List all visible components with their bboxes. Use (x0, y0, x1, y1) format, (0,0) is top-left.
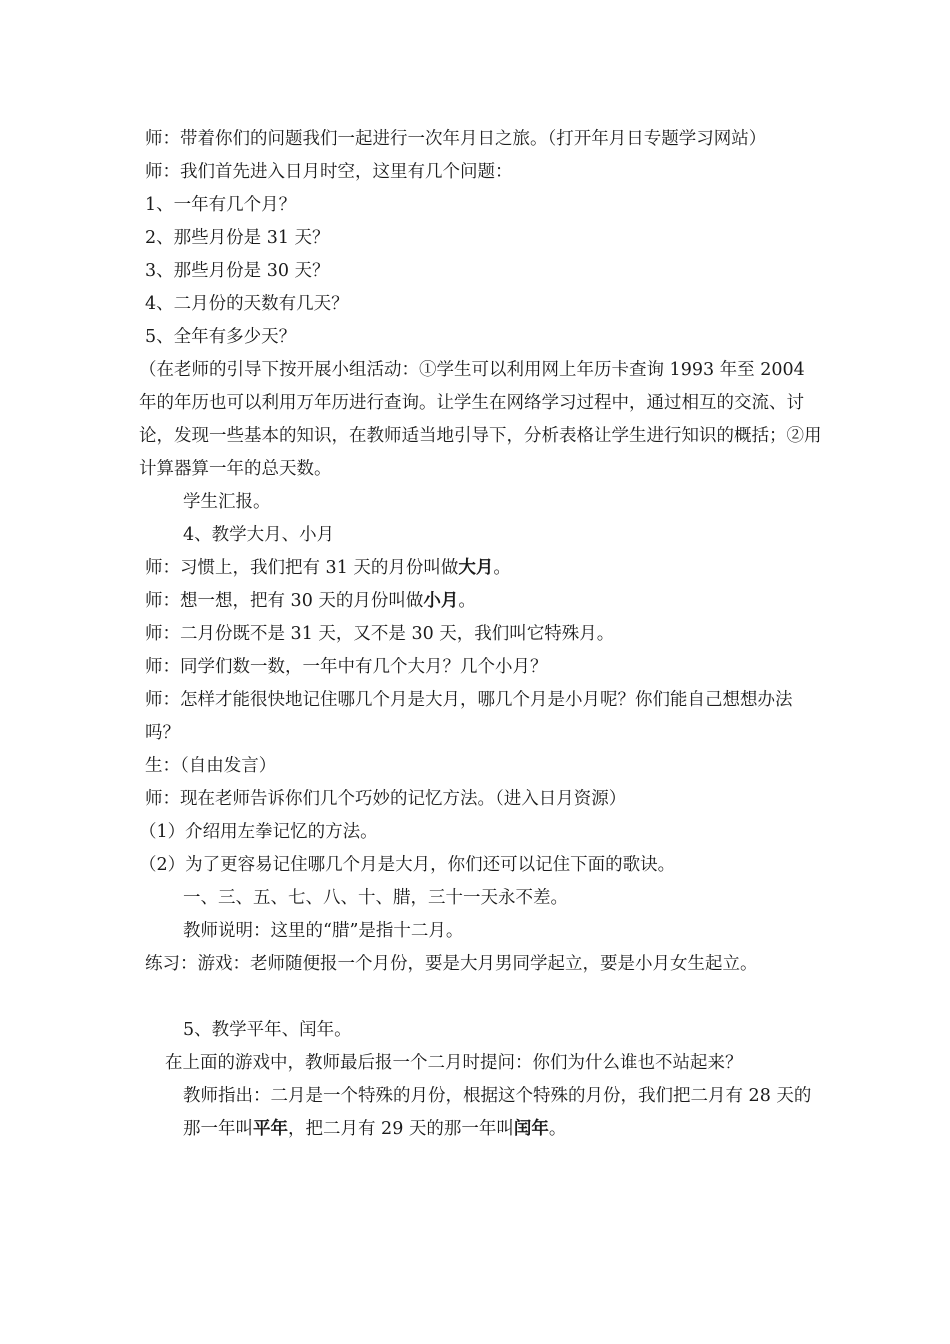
paragraph-questions-intro: 师：我们首先进入日月时空，这里有几个问题： (145, 162, 513, 182)
tip-2: （2）为了更容易记住哪几个月是大月，你们还可以记住下面的歌诀。 (139, 855, 676, 875)
paragraph-count-months: 师：同学们数一数，一年中有几个大月？几个小月？ (145, 657, 548, 677)
paragraph-game-question: 在上面的游戏中，教师最后报一个二月时提问：你们为什么谁也不站起来？ (165, 1053, 743, 1073)
paragraph-big-month: 师：习惯上，我们把有 31 天的月份叫做大月。 (145, 558, 511, 578)
question-5: 5、全年有多少天？ (145, 327, 297, 347)
question-4: 4、二月份的天数有几天？ (145, 294, 349, 314)
paragraph-remember-methods: 师：怎样才能很快地记住哪几个月是大月，哪几个月是小月呢？你们能自己想想办法吗？ (145, 690, 793, 743)
term-common-year: 平年 (253, 1119, 288, 1139)
paragraph-small-month: 师：想一想，把有 30 天的月份叫做小月。 (145, 591, 476, 611)
paragraph-student-speak: 生：（自由发言） (145, 756, 277, 776)
document-body (139, 123, 825, 1146)
question-1: 1、一年有几个月？ (145, 195, 297, 215)
blank-line (145, 981, 825, 1014)
question-3: 3、那些月份是 30 天？ (145, 261, 330, 281)
rhyme: 一、三、五、七、八、十、腊，三十一天永不差。 (183, 888, 568, 908)
student-report: 学生汇报。 (183, 492, 271, 512)
tip-1: （1）介绍用左拳记忆的方法。 (139, 822, 378, 842)
section-heading-leap-year: 5、教学平年、闰年。 (183, 1020, 352, 1040)
paragraph-exercise-game: 练习：游戏：老师随便报一个月份，要是大月男同学起立，要是小月女生起立。 (145, 954, 758, 974)
paragraph-special-month: 师：二月份既不是 31 天，又不是 30 天，我们叫它特殊月。 (145, 624, 615, 644)
paragraph-memory-tips: 师：现在老师告诉你们几个巧妙的记忆方法。（进入日月资源） (145, 789, 627, 809)
term-leap-year: 闰年 (513, 1119, 549, 1139)
teacher-explanation: 教师说明：这里的“腊”是指十二月。 (183, 921, 464, 941)
question-2: 2、那些月份是 31 天？ (145, 228, 330, 248)
section-heading-big-small-month: 4、教学大月、小月 (183, 525, 335, 545)
paragraph-leap-year-definition: 教师指出：二月是一个特殊的月份，根据这个特殊的月份，我们把二月有 28 天的那一年叫平年，把二月有 29 天的那一年叫闰年。 (183, 1086, 812, 1139)
term-big-month: 大月 (458, 558, 494, 578)
paragraph-group-activity: （在老师的引导下按开展小组活动：①学生可以利用网上年历卡查询 1993 年至 2004 年的年历也可以利用万年历进行查询。让学生在网络学习过程中，通过相互的交流、讨论，发现一些基本的知识，在教师适当地引导下，分析表格让学生进行知识的概括；②用计算器算一年的总天数。 (139, 360, 822, 479)
term-small-month: 小月 (423, 591, 459, 611)
paragraph-intro: 师：带着你们的问题我们一起进行一次年月日之旅。（打开年月日专题学习网站） (145, 129, 767, 149)
